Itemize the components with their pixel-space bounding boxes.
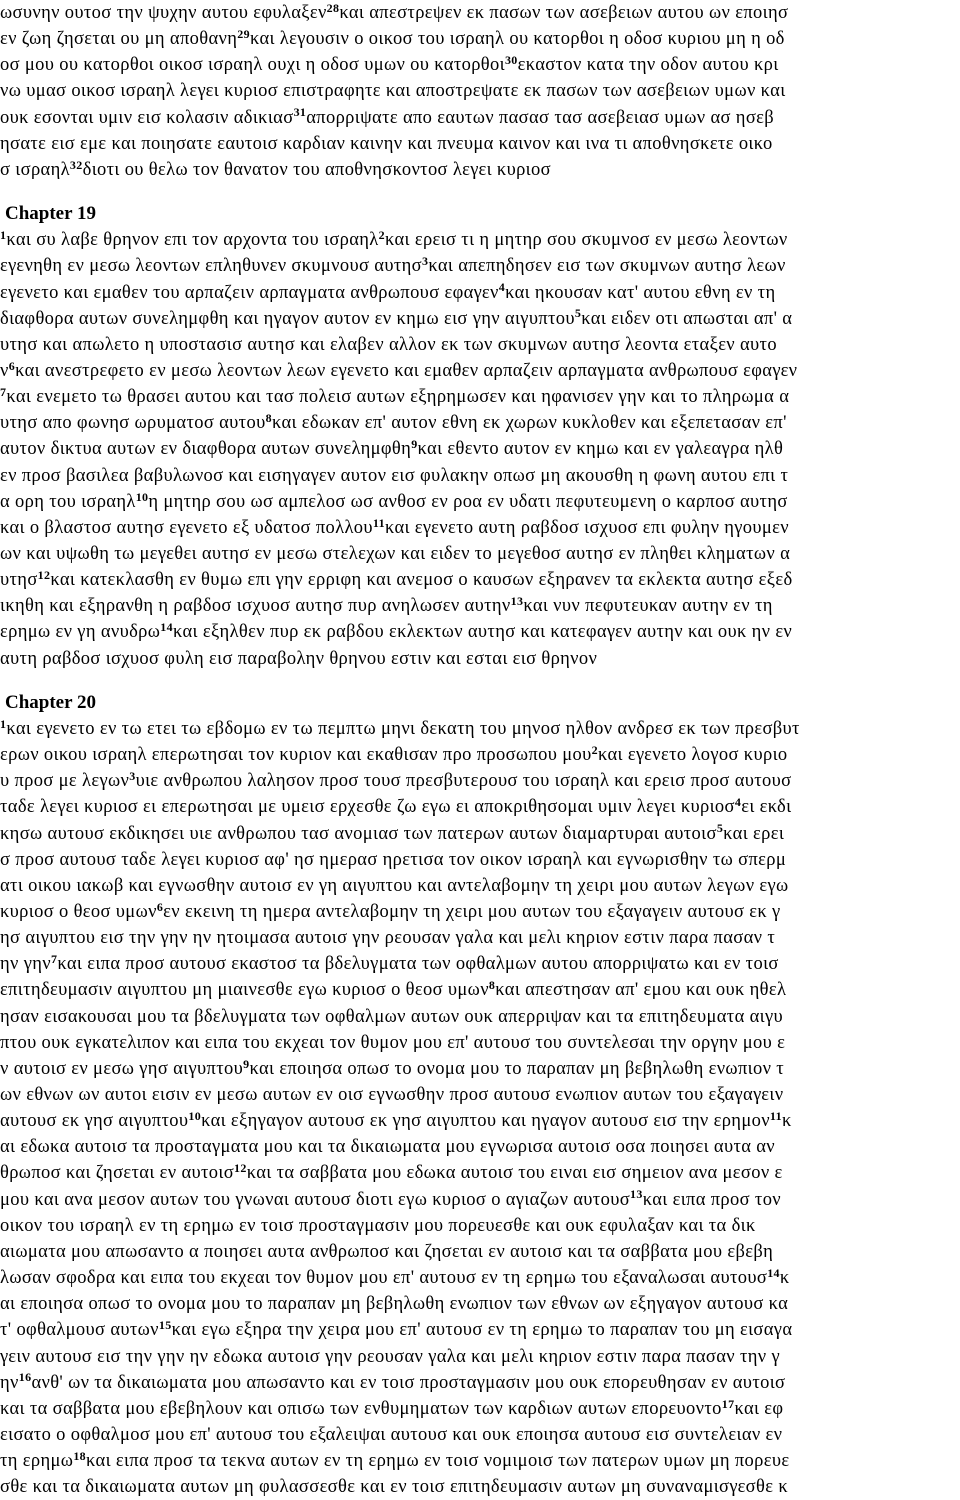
verse-text: αυτον δικτυα αυτων εν διαφθορα αυτων συνελημφθη [0,439,412,460]
text-line [0,1108,960,1134]
verse-text: υ προσ με λεγων [0,771,130,792]
verse-text: ωσυνην ουτοσ την ψυχην αυτου εφυλαξεν [0,3,327,23]
verse-number: 5 [716,821,724,836]
text-line [0,1317,960,1343]
verse-text: και ενεμετο τω θρασει αυτου και τασ πολεισ αυτων εξηρημωσεν και ηφανισεν γην και το πληρωμα α [6,387,790,408]
verse-text: εν εκεινη τη ημερα αντελαβομην τη χειρι μου αυτων του εξαγαγειν αυτουσ εκ γ [163,901,781,922]
verse-number: 12 [37,567,51,582]
verse-number: 14 [767,1265,780,1280]
verse-text: ανθ' ων τα δικαιωματα μου απωσαντο και εν τοισ προσταγμασιν μου ουκ επορευθησαν εν αυτοισ [31,1372,786,1393]
verse-text: διοτι ου θελω τον θανατον του αποθνησκοντοσ λεγει κυριοσ [82,159,551,180]
text-line [0,1422,960,1448]
verse-text: εκαστον κατα την οδον αυτου κρι [517,55,779,76]
text-line [0,716,960,742]
text-line [0,567,960,593]
verse-text: και λεγουσιν ο οικοσ του ισραηλ ου κατορθοι η οδοσ κυριου μη η οδ [249,29,785,50]
verse-text: υιε ανθρωπου λαλησον προσ τουσ πρεσβυτερουσ του ισραηλ και ερεισ προσ αυτουσ [135,771,792,792]
verse-number: 1 [0,716,7,731]
verse-text: τ' οφθαλμουσ αυτων [0,1320,159,1341]
text-line [0,384,960,410]
text-line [0,1265,960,1291]
verse-text: και ο βλαστοσ αυτησ εγενετο εξ υδατοσ πολλου [0,517,373,538]
verse-text: και ερει [723,823,785,844]
verse-text: και απεστησαν απ' εμου και ουκ ηθελ [495,980,787,1001]
verse-text: οικον του ισραηλ εν τη ερημω εν τοισ προσταγμασιν μου πορευεσθε και ουκ εφυλαξαν και τα δικ [0,1215,756,1236]
verse-text: και ειπα προσ τα τεκνα αυτων εν τη ερημω εν τοισ νομιμοισ των πατερων υμων μη πορευε [86,1451,790,1472]
verse-number: 17 [721,1396,735,1411]
verse-number: 3 [421,254,429,269]
verse-text: κησω αυτουσ εκδικησει υιε ανθρωπου τασ ανομιασ των πατερων αυτων διαμαρτυραι αυτοισ [0,823,717,844]
verse-text: αυτουσ εκ γησ αιγυπτου [0,1111,189,1132]
verse-number: 29 [237,26,250,41]
verse-text: εγενηθη εν μεσω λεοντων επληθυνεν σκυμνουσ αυτησ [0,256,422,277]
verse-text: και ερεισ τι η μητηρ σου σκυμνοσ εν μεσω λεοντων [385,230,788,251]
text-line [0,821,960,847]
verse-text: και ειδεν οτι απωσται απ' α [581,308,793,329]
text-line [0,358,960,384]
verse-number: 1 [0,228,7,243]
text-line [0,410,960,436]
verse-text: ατι οικου ιακωβ και εγνωσθην αυτοισ εν γη αιγυπτου και αντελαβομην τη χειρι μου αυτων λεγων εγω [0,875,789,896]
verse-text: ων και υψωθη τω μεγεθει αυτησ εν μεσω στελεχων και ειδεν το μεγεθοσ αυτησ εν πληθει κληματων α [0,544,791,564]
text-line [0,227,960,253]
text-line [0,646,960,672]
text-line [0,925,960,951]
verse-text: και εποιησα οπωσ το ονομα μου το παραπαν μη βεβηλωθη ενωπιον τ [249,1058,785,1079]
text-line [0,436,960,462]
text-line [0,52,960,78]
verse-text: και εγενετο εν τω ετει τω εβδομω εν τω πεμπτω μηνι δεκατη του μηνοσ ηλθον ανδρεσ εκ των πρεσβυτ [6,718,800,739]
verse-text: διαφθορα αυτων συνελημφθη και ηγαγον αυτον εν κημω εισ γην αιγυπτου [0,308,575,329]
text-line [0,742,960,768]
text-line [0,1213,960,1239]
verse-text: ην [0,1372,19,1393]
verse-text: ταδε λεγει κυριοσ ει επερωτησαι με υμεισ ερχεσθε ζω εγω ει αποκριθησομαι υμιν λεγει κυριοσ [0,797,735,818]
text-line [0,977,960,1003]
verse-number: 2 [591,742,598,757]
verse-text: λωσαν σφοδρα και ειπα του εκχεαι τον θυμον μου επ' αυτουσ εν τη ερημω του εξαναλωσαι αυτουσ [0,1268,768,1289]
verse-number: 5 [574,306,582,321]
text-line [0,1370,960,1396]
verse-text: και τα σαββατα μου εδωκα αυτοισ του ειναι εισ σημειον ανα μεσον ε [246,1163,783,1184]
verse-text: α ορη του ισραηλ [0,491,136,512]
verse-text: και ηκουσαν κατ' αυτου εθνη εν τη [505,282,776,303]
verse-text: μου και ανα μεσον αυτων του γνωναι αυτουσ διοτι εγω κυριοσ ο αγιαζων αυτουσ [0,1189,631,1210]
verse-text: υτησ απο φωνησ ωρυματοσ αυτου [0,413,266,434]
verse-text: εισατο ο οφθαλμοσ μου επ' αυτουσ του εξαλειψαι αυτουσ και ουκ εποιησα αυτουσ εισ συντελειαν εν [0,1424,783,1445]
verse-number: 6 [156,899,164,914]
chapter-heading: Chapter 20 [5,691,96,713]
text-line [0,619,960,645]
text-line [0,332,960,358]
verse-text: σ προσ αυτουσ ταδε λεγει κυριοσ αφ' ησ ημερασ ηρετισα τον οικον ισραηλ και εγνωρισθην τω σπερμ [0,849,787,870]
verse-text: και κατεκλασθη εν θυμω επι γην ερριφη και ανεμοσ ο καυσων εξηρανεν τα εκλεκτα αυτησ εξεδ [50,570,793,591]
verse-number: 8 [265,411,272,426]
verse-number: 11 [769,1108,782,1123]
text-line [0,1004,960,1030]
text-line [0,541,960,567]
verse-text: απορριψατε απο εαυτων πασασ τασ ασεβειασ υμων ασ ησεβ [306,107,775,128]
verse-number: 9 [243,1056,250,1071]
verse-text: και ειπα προσ αυτουσ εκαστοσ τα βδελυγματα των οφθαλμων αυτου απορριψατω και εν τοισ [57,954,779,975]
text-line [0,131,960,157]
text-line [0,899,960,925]
verse-text: ουκ εσονται υμιν εισ κολασιν αδικιασ [0,107,294,128]
verse-text: και απεστρεψεν εκ πασων των ασεβειων αυτου ων εποιησ [339,3,789,23]
verse-text: ων εθνων ων αυτοι εισιν εν μεσω αυτων εν οισ εγνωσθην προσ αυτουσ ενωπιον αυτων του εξαγαγειν [0,1085,784,1105]
verse-text: κυριοσ ο θεοσ υμων [0,901,157,922]
verse-text: σθε και τα δικαιωματα αυτων μη φυλασσεσθε και εν τοισ επιτηδευμασιν αυτων μη συναναμισγεσθε κ [0,1477,788,1498]
verse-text: και εθεντο αυτον εν κημω και εν γαλεαγρα ηλθ [417,439,784,460]
verse-number: 28 [326,0,340,15]
verse-number: 7 [50,952,58,967]
verse-number: 10 [135,489,149,504]
text-line [0,1344,960,1370]
verse-number: 18 [73,1448,87,1463]
text-line [0,1396,960,1422]
verse-text: αιωματα μου απωσαντο α ποιησει αυτα ανθρωποσ και ζησεται εν αυτοισ και τα σαββατα μου εβεβη [0,1241,774,1262]
verse-text: και εγω εξηρα την χειρα μου επ' αυτουσ εν τη ερημω το παραπαν του μη εισαγα [171,1320,793,1341]
text-line [0,157,960,183]
verse-text: νω υμασ οικοσ ισραηλ λεγει κυριοσ επιστραφητε και αποστρεψατε εκ πασων των ασεβειων υμων και [0,81,786,102]
text-line [0,1291,960,1317]
text-line [0,1448,960,1474]
verse-text: ησατε εισ εμε και ποιησατε εαυτοισ καρδιαν καινην και πνευμα καινον και ινα τι αποθνησκετε οικο [0,133,773,154]
verse-text: και συ λαβε θρηνον επι τον αρχοντα του ισραηλ [6,230,379,251]
text-line [0,0,960,26]
verse-text: ν αυτοισ εν μεσω γησ αιγυπτου [0,1058,244,1079]
verse-number: 13 [630,1187,643,1202]
verse-text: αι εδωκα αυτοισ τα προσταγματα μου και τα δικαιωματα μου εγνωρισα αυτοισ οσα ποιησει αυτα αν [0,1137,776,1158]
verse-number: 2 [378,228,385,243]
verse-number: 10 [188,1108,202,1123]
verse-text: τη ερημω [0,1451,74,1472]
verse-text: και εφ [734,1398,784,1419]
verse-number: 6 [8,358,16,373]
verse-text: κ [779,1268,790,1289]
verse-text: οσ μου ου κατορθοι οικοσ ισραηλ ουχι η οδοσ υμων ου κατορθοι [0,55,505,76]
verse-text: εν ζωη ζησεται ου μη αποθανη [0,29,238,50]
text-line [0,515,960,541]
text-line [0,794,960,820]
text-line [0,951,960,977]
text-line [0,253,960,279]
verse-text: πτου ουκ εγκατελιπον και ειπα του εκχεαι τον θυμον μου επ' αυτουσ του συντελεσαι την οργην μου ε [0,1032,786,1053]
chapter-heading: Chapter 19 [5,203,96,225]
verse-text: και εγενετο αυτη ραβδοσ ισχυοσ επι φυλην ηγουμεν [384,517,790,538]
verse-number: 30 [504,53,518,68]
verse-text: θρωποσ και ζησεται εν αυτοισ [0,1163,235,1184]
text-line [0,1082,960,1108]
verse-text: υτησ [0,570,38,591]
verse-text: ησ αιγυπτου εισ την γην ην ητοιμασα αυτοισ γην ρεουσαν γαλα και μελι κηριον εστιν παρα πασαν τ [0,928,776,949]
verse-number: 15 [158,1318,172,1333]
verse-number: 13 [510,594,524,609]
text-line [0,489,960,515]
verse-text: και ειπα προσ τον [642,1189,782,1210]
text-line [0,1187,960,1213]
verse-text: εγενετο και εμαθεν του αρπαζειν αρπαγματα ανθρωπουσ εφαγεν [0,282,499,303]
verse-number: 4 [498,280,506,295]
verse-text: υτησ και απωλετο η υποστασισ αυτησ και ελαβεν αλλον εκ των σκυμνων αυτησ λεοντα εταξεν αυτο [0,334,777,355]
text-line [0,1160,960,1186]
verse-text: ν [0,360,9,381]
verse-text: αι εποιησα οπωσ το ονομα μου το παραπαν μη βεβηλωθη ενωπιον των εθνων ων εξηγαγον αυτουσ κα [0,1294,789,1315]
verse-text: και εξηλθεν πυρ εκ ραβδου εκλεκτων αυτησ και κατεφαγεν αυτην και ουκ ην εν [172,622,793,643]
verse-number: 8 [488,978,496,993]
verse-text: και τα σαββατα μου εβεβηλουν και οπισω των ενθυμηματων των καρδιων αυτων επορευοντο [0,1398,722,1419]
verse-number: 14 [160,620,173,635]
text-line [0,873,960,899]
verse-text: και απεπηδησεν εισ των σκυμνων αυτησ λεων [428,256,786,277]
text-line [0,26,960,52]
verse-text: ικηθη και εξηρανθη η ραβδοσ ισχυοσ αυτησ πυρ ανηλωσεν αυτην [0,596,511,617]
verse-number: 11 [372,515,385,530]
verse-number: 4 [734,795,742,810]
text-line [0,847,960,873]
verse-text: η μητηρ σου ωσ αμπελοσ ωσ ανθοσ εν ροα εν υδατι πεφυτευμενη ο καρποσ αυτησ [148,491,788,512]
text-line [0,768,960,794]
verse-text: ερημω εν γη ανυδρω [0,622,161,643]
verse-number: 9 [411,437,418,452]
verse-text: και εδωκαν επ' αυτον εθνη εκ χωρων κυκλοθεν και εξεπετασαν επ' [271,413,787,434]
text-line [0,463,960,489]
verse-number: 7 [0,384,7,399]
verse-text: και εξηγαγον αυτουσ εκ γησ αιγυπτου και ηγαγον αυτουσ εισ την ερημον [201,1111,770,1132]
verse-number: 16 [18,1370,32,1385]
text-line [0,593,960,619]
verse-text: εν προσ βασιλεα βαβυλωνοσ και εισηγαγεν αυτον εισ φυλακην οπωσ μη ακουσθη η φωνη αυτου επι τ [0,465,789,486]
text-line [0,1056,960,1082]
verse-number: 32 [69,157,83,172]
verse-text: αυτη ραβδοσ ισχυοσ φυλη εισ παραβολην θρηνου εστιν και εσται εισ θρηνον [0,648,598,669]
verse-text: και ανεστρεφετο εν μεσω λεοντων λεων εγενετο και εμαθεν αρπαζειν αρπαγματα ανθρωπουσ εφαγεν [15,360,798,381]
verse-number: 12 [234,1161,247,1176]
verse-text: σ ισραηλ [0,159,70,180]
verse-text: ησαν εισακουσαι μου τα βδελυγματα των οφθαλμων αυτων ουκ απερριψαν και τα επιτηδευματα αιγυ [0,1006,783,1027]
text-line [0,78,960,104]
verse-text: γειν αυτουσ εισ την γην ην εδωκα αυτοισ γην ρεουσαν γαλα και μελι κηριον εστιν παρα πασαν την γ [0,1346,781,1367]
text-line [0,105,960,131]
verse-text: κ [781,1111,792,1132]
verse-text: επιτηδευμασιν αιγυπτου μη μιαινεσθε εγω κυριοσ ο θεοσ υμων [0,980,489,1001]
verse-text: και νυν πεφυτευκαν αυτην εν τη [523,596,773,617]
text-line [0,1030,960,1056]
text-line [0,280,960,306]
verse-text: ει εκδι [741,797,792,818]
text-line [0,1134,960,1160]
text-line [0,306,960,332]
text-line [0,1239,960,1265]
verse-number: 3 [129,769,136,784]
verse-text: ερων οικου ισραηλ επερωτησαι τον κυριον και εκαθισαν προ προσωπου μου [0,745,592,766]
text-line [0,1474,960,1500]
verse-text: και εγενετο λογοσ κυριο [597,745,788,766]
verse-number: 31 [293,105,307,120]
verse-text: ην γην [0,954,51,975]
